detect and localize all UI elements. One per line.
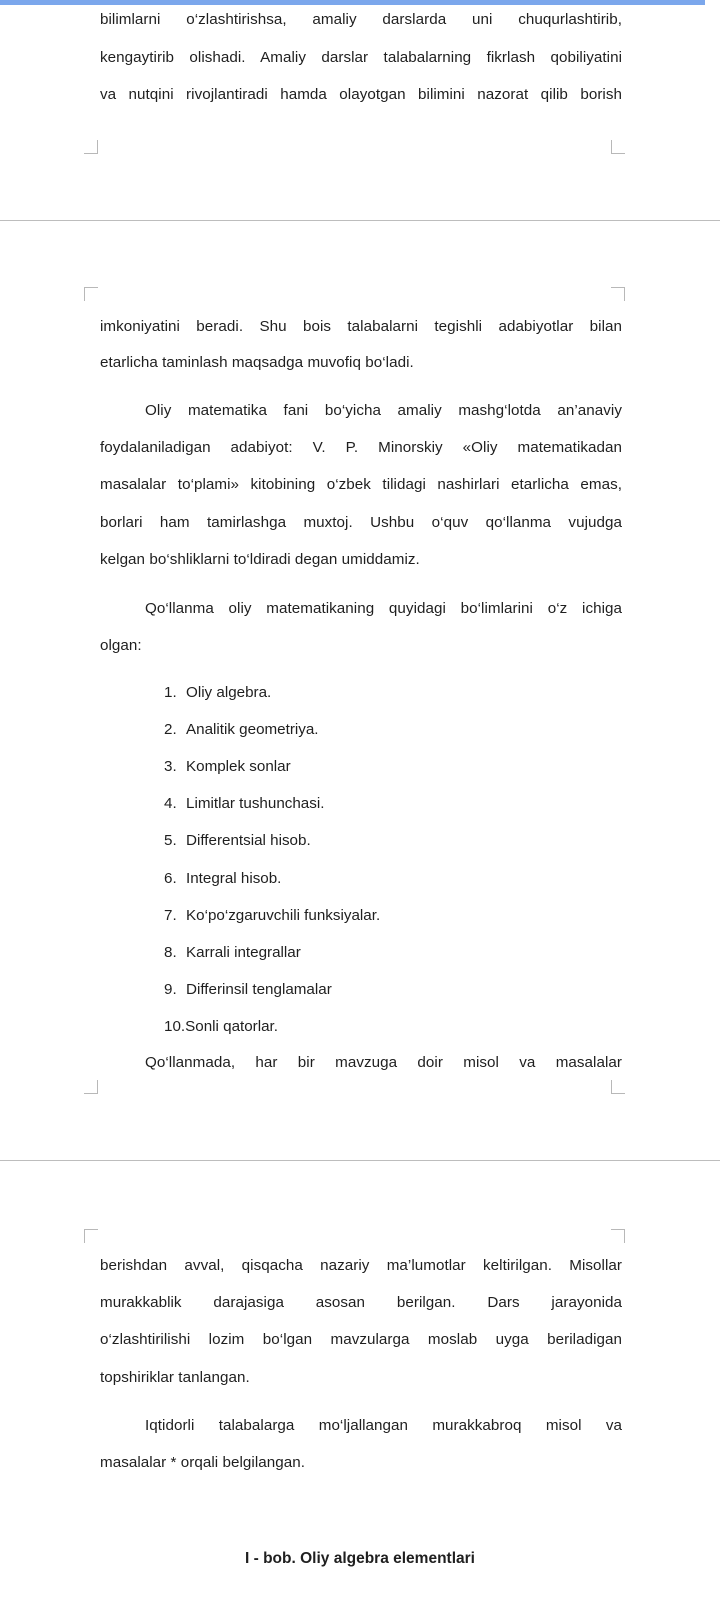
paragraph-line: o‘zlashtirilishi lozim bo‘lgan mavzularga moslab uyga beriladigan	[100, 1331, 622, 1348]
list-number: 6.	[164, 870, 177, 887]
list-item	[164, 831, 311, 851]
list-item	[164, 720, 319, 740]
margin-corner-mark	[611, 1080, 625, 1094]
list-text: Differentsial hisob.	[186, 832, 311, 849]
paragraph-line: Oliy matematika fani bo‘yicha amaliy mashg‘lotda an’anaviy	[145, 402, 622, 419]
margin-corner-mark	[611, 287, 625, 301]
paragraph-line: topshiriklar tanlangan.	[100, 1369, 250, 1386]
margin-corner-mark	[611, 140, 625, 154]
page1-line-1: bilimlarni o‘zlashtirishsa, amaliy darslarda uni chuqurlashtirib,	[100, 11, 622, 28]
paragraph-line: masalalar * orqali belgilangan.	[100, 1454, 306, 1471]
list-text: Limitlar tushunchasi.	[186, 795, 325, 812]
paragraph-line: Qo‘llanmada, har bir mavzuga doir misol va masalalar	[145, 1054, 622, 1071]
list-number: 2.	[164, 721, 177, 738]
paragraph-line: borlari ham tamirlashga muxtoj. Ushbu o‘quv qo‘llanma vujudga	[100, 514, 622, 531]
list-text: Ko‘po‘zgaruvchili funksiyalar.	[186, 907, 381, 924]
list-text: Sonli qatorlar.	[185, 1018, 278, 1035]
list-text: Karrali integrallar	[186, 944, 301, 961]
margin-corner-mark	[84, 287, 98, 301]
paragraph-line: foydalaniladigan adabiyot: V. P. Minorskiy «Oliy matematikadan	[100, 439, 622, 456]
page1-line-3: va nutqini rivojlantiradi hamda olayotgan bilimini nazorat qilib borish	[100, 86, 622, 103]
list-number: 1.	[164, 684, 177, 701]
list-item	[164, 906, 380, 926]
paragraph-line: Qo‘llanma oliy matematikaning quyidagi bo‘limlarini o‘z ichiga	[145, 600, 622, 617]
list-text: Komplek sonlar	[186, 758, 291, 775]
list-number: 3.	[164, 758, 177, 775]
list-number: 7.	[164, 907, 177, 924]
page1-line-2: kengaytirib olishadi. Amaliy darslar talabalarning fikrlash qobiliyatini	[100, 49, 622, 66]
paragraph-line: etarlicha taminlash maqsadga muvofiq bo‘ladi.	[100, 354, 414, 371]
margin-corner-mark	[84, 1229, 98, 1243]
top-accent-bar	[0, 0, 705, 5]
margin-corner-mark	[611, 1229, 625, 1243]
paragraph-line: Iqtidorli talabalarga mo‘ljallangan murakkabroq misol va	[145, 1417, 622, 1434]
paragraph-line: olgan:	[100, 637, 142, 654]
list-text: Differinsil tenglamalar	[186, 981, 332, 998]
margin-corner-mark	[84, 1080, 98, 1094]
list-item	[164, 757, 291, 777]
paragraph-line: murakkablik darajasiga asosan berilgan. Dars jarayonida	[100, 1294, 622, 1311]
list-item	[164, 683, 271, 703]
list-item	[164, 1017, 278, 1037]
margin-corner-mark	[84, 140, 98, 154]
list-item	[164, 869, 281, 889]
list-number: 9.	[164, 981, 177, 998]
paragraph-line: masalalar to‘plami» kitobining o‘zbek tilidagi nashirlari etarlicha emas,	[100, 476, 622, 493]
list-number: 8.	[164, 944, 177, 961]
list-text: Integral hisob.	[186, 870, 282, 887]
list-number: 10.	[164, 1018, 186, 1035]
paragraph-line: berishdan avval, qisqacha nazariy ma’lumotlar keltirilgan. Misollar	[100, 1257, 622, 1274]
list-number: 5.	[164, 832, 177, 849]
page-separator	[0, 1160, 720, 1161]
paragraph-line: kelgan bo‘shliklarni to‘ldiradi degan umiddamiz.	[100, 551, 420, 568]
paragraph-line: imkoniyatini beradi. Shu bois talabalarni tegishli adabiyotlar bilan	[100, 318, 622, 335]
list-text: Oliy algebra.	[186, 684, 272, 701]
list-item	[164, 980, 332, 1000]
list-number: 4.	[164, 795, 177, 812]
list-item	[164, 794, 324, 814]
page-separator	[0, 220, 720, 221]
list-item	[164, 943, 301, 963]
chapter-title: I - bob. Oliy algebra elementlari	[245, 1550, 475, 1567]
list-text: Analitik geometriya.	[186, 721, 319, 738]
